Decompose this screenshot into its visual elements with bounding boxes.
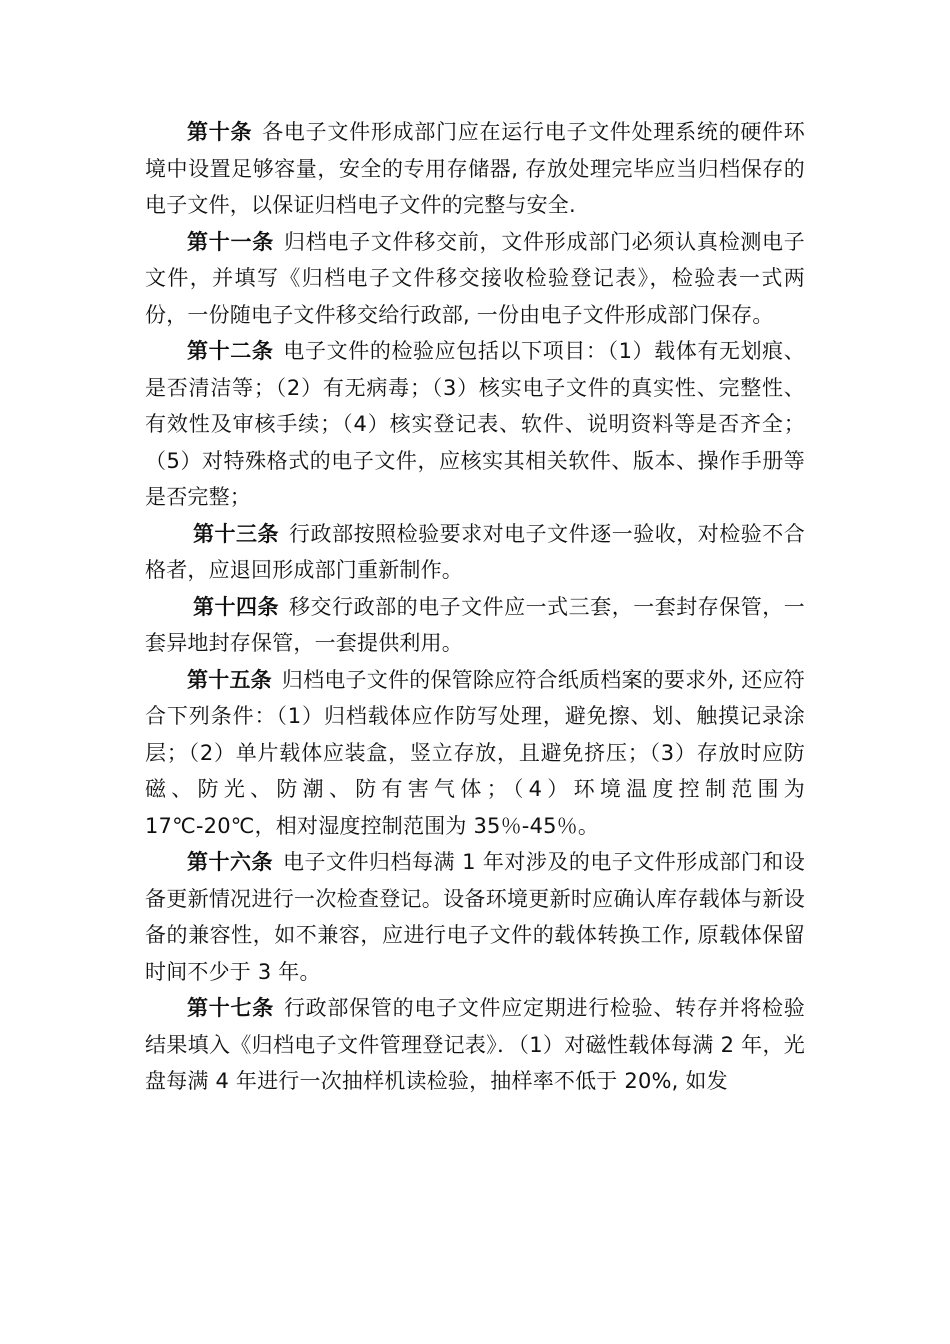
article-14	[145, 589, 805, 662]
article-heading: 第十七条	[187, 996, 274, 1020]
article-text: 行政部保管的电子文件应定期进行检验、转存并将检验结果填入《归档电子文件管理登记表》．（1）对磁性载体每满 2 年，光盘每满 4 年进行一次抽样机读检验，抽样率不低于 20%, 如发	[145, 996, 805, 1093]
article-heading: 第十一条	[187, 229, 274, 254]
article-13	[145, 516, 805, 589]
article-15	[145, 662, 805, 845]
article-text: 归档电子文件移交前，文件形成部门必须认真检测电子文件，并填写《归档电子文件移交接收检验登记表》，检验表一式两份，一份随电子文件移交给行政部, 一份由电子文件形成部门保存。	[145, 229, 805, 327]
article-16	[145, 844, 805, 990]
article-heading: 第十条	[187, 120, 253, 144]
article-text: 电子文件归档每满 1 年对涉及的电子文件形成部门和设备更新情况进行一次检查登记。设备环境更新时应确认库存载体与新设备的兼容性，如不兼容，应进行电子文件的载体转换工作, 原载体保留时间不少于 3 年。	[145, 850, 805, 984]
article-17	[145, 990, 805, 1100]
document-body	[145, 114, 805, 1100]
article-heading: 第十六条	[187, 850, 273, 874]
article-heading: 第十三条	[193, 521, 280, 546]
article-text: 行政部按照检验要求对电子文件逐一验收，对检验不合格者，应退回形成部门重新制作。	[145, 521, 805, 582]
article-heading: 第十五条	[187, 667, 272, 692]
article-text: 移交行政部的电子文件应一式三套，一套封存保管，一套异地封存保管，一套提供利用。	[145, 594, 805, 655]
article-heading: 第十四条	[193, 594, 280, 619]
article-heading: 第十二条	[187, 339, 274, 363]
article-text: 各电子文件形成部门应在运行电子文件处理系统的硬件环境中设置足够容量，安全的专用存储器, 存放处理完毕应当归档保存的电子文件，以保证归档电子文件的完整与安全.	[145, 120, 805, 217]
article-10	[145, 114, 805, 224]
article-12	[145, 333, 805, 516]
article-text: 电子文件的检验应包括以下项目：（1）载体有无划痕、是否清洁等；（2）有无病毒；（3）核实电子文件的真实性、完整性、有效性及审核手续；（4）核实登记表、软件、说明资料等是否齐全；（5）对特殊格式的电子文件，应核实其相关软件、版本、操作手册等是否完整；	[145, 339, 805, 509]
article-11	[145, 224, 805, 334]
article-text: 归档电子文件的保管除应符合纸质档案的要求外, 还应符合下列条件：（1）归档载体应作防写处理，避免擦、划、触摸记录涂层；（2）单片载体应装盒，竖立存放，且避免挤压；（3）存放时应防磁、防光、防潮、防有害气体；（4）环境温度控制范围为 17℃-20℃，相对湿度控制范围为 35％-45％。	[145, 667, 805, 838]
